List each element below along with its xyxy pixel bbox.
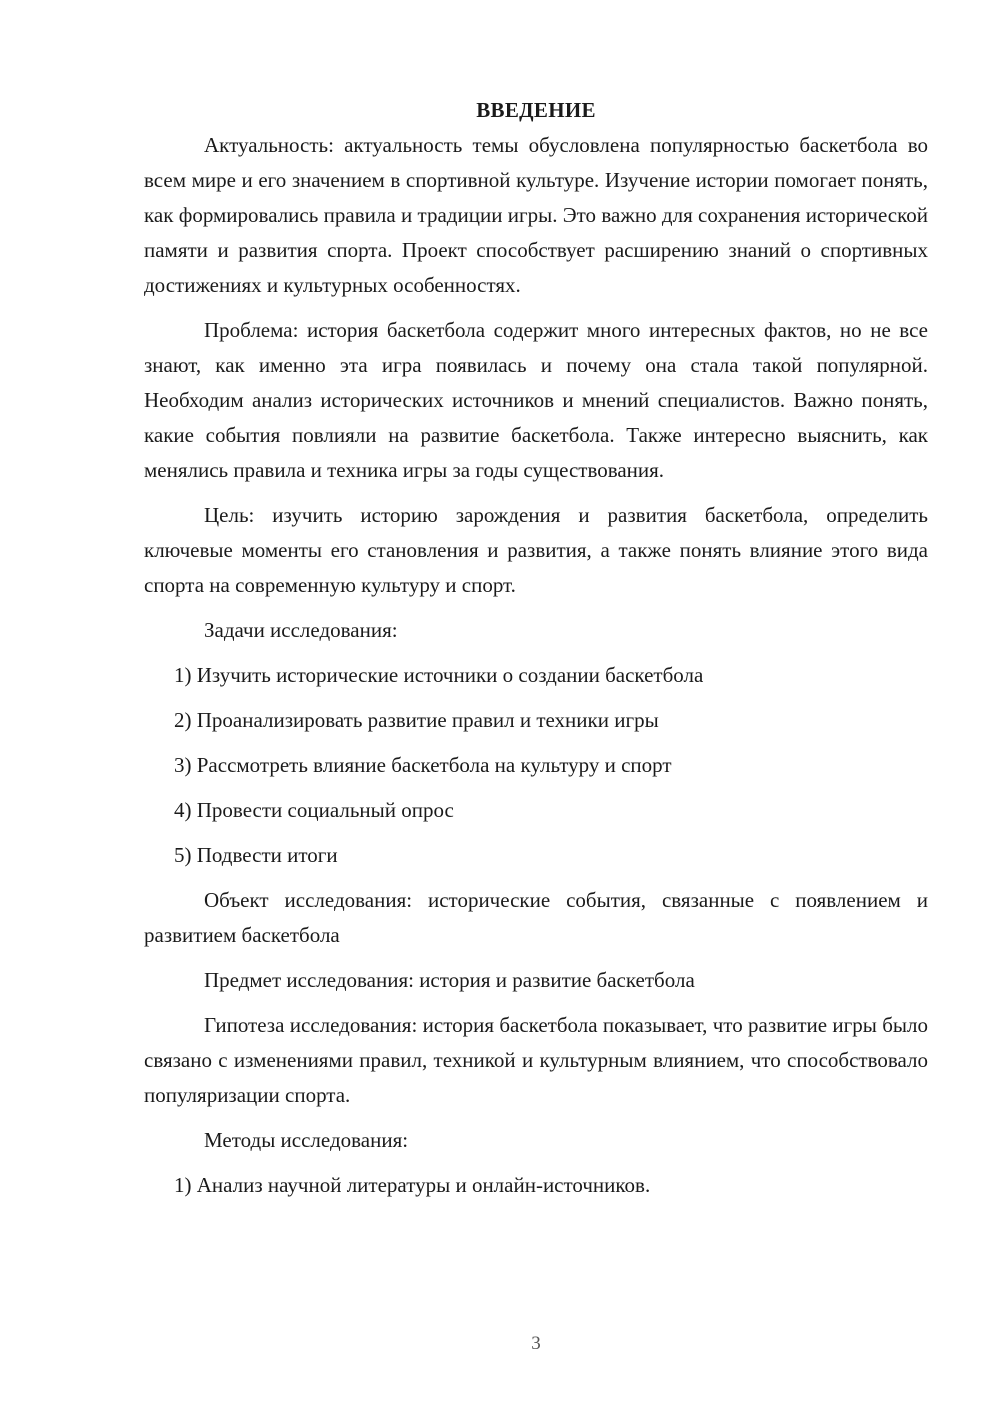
tasks-list [144, 658, 928, 873]
list-item: 4) Провести социальный опрос [174, 798, 454, 822]
goal-paragraph: Цель: изучить историю зарождения и развития баскетбола, определить ключевые моменты его становления и развития, а также понять влияние этого вида спорта на современную культуру и спорт. [144, 503, 928, 597]
problem-paragraph: Проблема: история баскетбола содержит много интересных фактов, но не все знают, как именно эта игра появилась и почему она стала такой популярной. Необходим анализ исторических источников и мнений специалистов. Важно понять, какие события повлияли на развитие баскетбола. Также интересно выяснить, как менялись правила и техника игры за годы существования. [144, 318, 928, 482]
list-item: 5) Подвести итоги [174, 843, 338, 867]
list-item: 3) Рассмотреть влияние баскетбола на культуру и спорт [174, 753, 672, 777]
document-page [144, 92, 928, 1213]
page-number: 3 [531, 1333, 541, 1354]
methods-title: Методы исследования: [204, 1128, 409, 1152]
list-item: 2) Проанализировать развитие правил и техники игры [174, 708, 659, 732]
methods-list [144, 1168, 928, 1203]
relevance-paragraph: Актуальность: актуальность темы обусловлена популярностью баскетбола во всем мире и его значением в спортивной культуре. Изучение истории помогает понять, как формировались правила и традиции игры. Это важно для сохранения исторической памяти и развития спорта. Проект способствует расширению знаний о спортивных достижениях и культурных особенностях. [144, 133, 928, 297]
list-item: 1) Изучить исторические источники о создании баскетбола [174, 663, 704, 687]
hypothesis-paragraph: Гипотеза исследования: история баскетбола показывает, что развитие игры было связано с изменениями правил, техникой и культурным влиянием, что способствовало популяризации спорта. [144, 1013, 928, 1107]
object-paragraph: Объект исследования: исторические события, связанные с появлением и развитием баскетбола [144, 888, 928, 947]
section-heading: ВВЕДЕНИЕ [476, 98, 596, 122]
tasks-title: Задачи исследования: [204, 618, 398, 642]
subject-paragraph: Предмет исследования: история и развитие баскетбола [204, 968, 695, 992]
list-item: 1) Анализ научной литературы и онлайн-источников. [174, 1173, 651, 1197]
